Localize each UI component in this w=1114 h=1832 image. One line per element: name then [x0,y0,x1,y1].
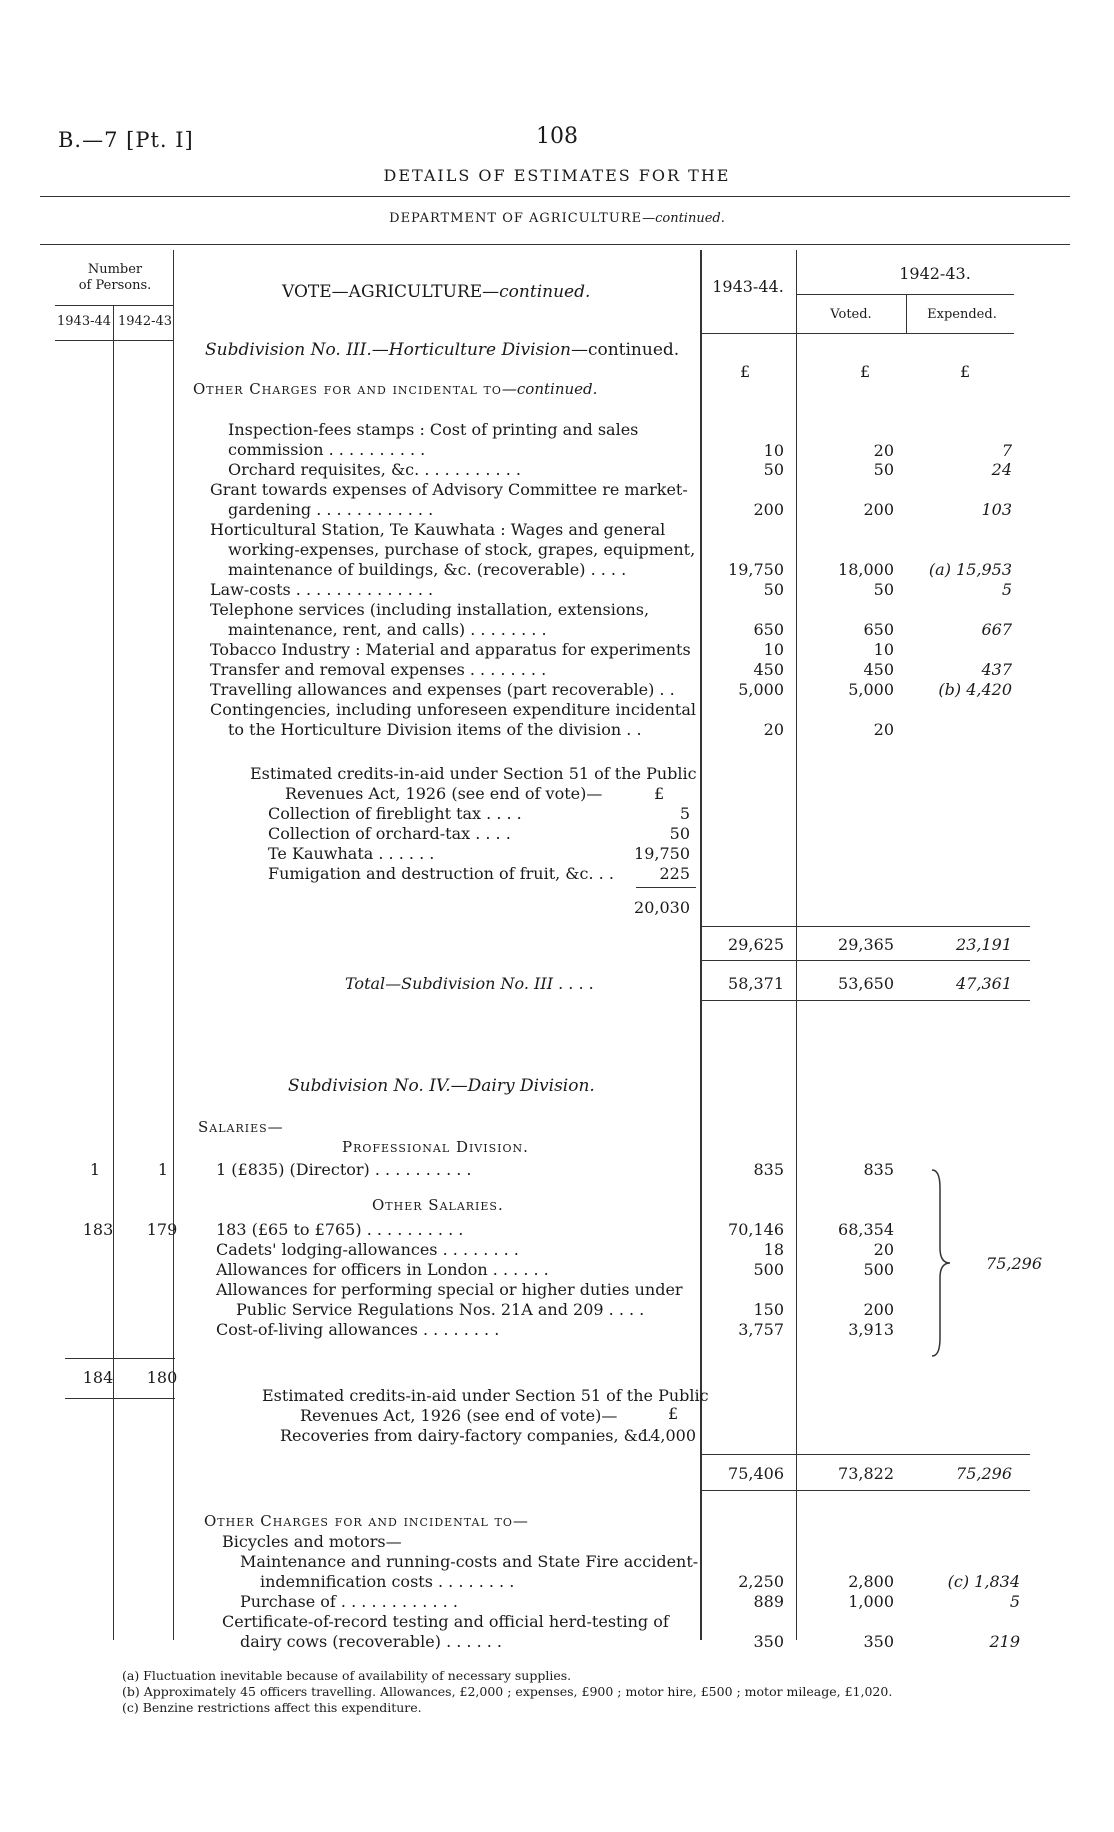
sub3-line: Tobacco Industry : Material and apparatus for experiments [210,640,691,659]
sub4-charges-est: 350 [753,1632,784,1651]
sub3-line: Contingencies, including unforeseen expenditure incidental [210,700,696,719]
sub4-voted: 68,354 [838,1220,894,1239]
credits-rule [636,887,696,888]
sub3-line: Transfer and removal expenses . . . . . . . . [210,660,547,679]
sub3-line: to the Horticulture Division items of the division . . [228,720,642,739]
dept-rule [40,244,1070,245]
sub3-credit-value: 5 [679,804,690,823]
sub3-exp: 5 [1001,580,1012,599]
sub3-exp: 24 [991,460,1012,479]
sub3-voted: 650 [863,620,894,639]
salaries-expended: 75,296 [986,1254,1042,1273]
text-left-rule [173,250,174,1640]
sub3-total-voted: 53,650 [838,974,894,993]
sub4-line: Public Service Regulations Nos. 21A and 209 . . . . [236,1300,645,1319]
sub3-line: Horticultural Station, Te Kauwhata : Wages and general [210,520,666,539]
sub3-credits-heading: Estimated credits-in-aid under Section 51 of the Public [250,764,697,783]
sub4-line: Allowances for officers in London . . . . . . [216,1260,549,1279]
sub3-total-label: Total—Subdivision No. III . . . . [345,974,594,993]
sub4-charges-exp: 219 [989,1632,1020,1651]
sub4-est: 70,146 [728,1220,784,1239]
persons-divider [113,305,114,1640]
sub3-voted: 50 [873,460,894,479]
sub3-credits-pound: £ [654,784,665,803]
sub4-credits-heading: Estimated credits-in-aid under Section 51 of the Public [262,1386,709,1405]
footnote-c: (c) Benzine restrictions affect this expenditure. [122,1700,422,1715]
sub3-line: maintenance of buildings, &c. (recoverable) . . . . [228,560,627,579]
persons-rule [55,305,173,306]
director-line: 1 (£835) (Director) . . . . . . . . . . [216,1160,472,1179]
sub3-total-est: 58,371 [728,974,784,993]
sub3-exp: 103 [981,500,1012,519]
sub4-charges-est: 2,250 [738,1572,784,1591]
sub3-credit-label: Fumigation and destruction of fruit, &c. . . [268,864,614,883]
footnote-a: (a) Fluctuation inevitable because of availability of necessary supplies. [122,1668,572,1683]
sub3-line: Grant towards expenses of Advisory Committee re market- [210,480,688,499]
sub4-cert: dairy cows (recoverable) . . . . . . [240,1632,503,1651]
total-rule [700,1000,1030,1001]
sub4-est: 150 [753,1300,784,1319]
sub4-charges-voted: 1,000 [848,1592,894,1611]
sub3-voted: 200 [863,500,894,519]
sub3-line: Orchard requisites, &c. . . . . . . . . . . [228,460,521,479]
subtotal-bottom-rule [700,960,1030,961]
sub4-subtotal-voted: 73,822 [838,1464,894,1483]
persons-1942: 179 [146,1220,178,1239]
sub3-subtotal-exp: 23,191 [956,935,1012,954]
persons-year-rule [55,340,173,341]
sub3-est: 450 [753,660,784,679]
footnote-b: (b) Approximately 45 officers travelling. Allowances, £2,000 ; expenses, £900 ; motor hire, £500 ; motor mileage, £1,020. [122,1684,893,1699]
expended-header: Expended. [927,307,997,322]
persons-total-1942: 180 [146,1368,178,1387]
sub3-est: 20 [763,720,784,739]
sub3-exp: (a) 15,953 [928,560,1012,579]
sub4-voted: 3,913 [848,1320,894,1339]
pound-expended: £ [960,362,971,381]
sub4-maint: indemnification costs . . . . . . . . [260,1572,515,1591]
voted-left-rule [796,250,797,1640]
sub3-credit-label: Te Kauwhata . . . . . . [268,844,435,863]
sub4-credit-value: 14,000 [640,1426,696,1445]
sub4-subtotal-bottom-rule [700,1490,1030,1491]
sub3-credits-heading: Revenues Act, 1926 (see end of vote)— [285,784,603,803]
sub3-heading: Subdivision No. III.—Horticulture Division—continued. [205,340,680,360]
sub3-voted: 450 [863,660,894,679]
sub4-charges-exp: 5 [1009,1592,1020,1611]
sub3-est: 19,750 [728,560,784,579]
sub3-credit-label: Collection of orchard-tax . . . . [268,824,511,843]
sub4-est: 500 [753,1260,784,1279]
sub3-line: maintenance, rent, and calls) . . . . . . . . [228,620,547,639]
sub4-credit-label: Recoveries from dairy-factory companies, &c. [280,1426,652,1445]
persons-1943: 183 [82,1220,114,1239]
sub3-voted: 20 [873,720,894,739]
director-est: 835 [753,1160,784,1179]
sub3-est: 5,000 [738,680,784,699]
sub3-credits-total: 20,030 [634,898,690,917]
sub3-line: Travelling allowances and expenses (part recoverable) . . [210,680,675,699]
sub4-other-charges: Other Charges for and incidental to— [204,1512,529,1530]
department-title: DEPARTMENT OF AGRICULTURE—continued. [389,211,725,226]
director-voted: 835 [863,1160,894,1179]
title-rule [40,196,1070,197]
subtotal-rule [700,926,1030,927]
est-year-header: 1943-44. [712,277,784,296]
sub3-line: commission . . . . . . . . . . [228,440,426,459]
sub3-credit-value: 225 [659,864,690,883]
sub3-exp: 667 [981,620,1012,639]
prev-year-header: 1942-43. [899,264,971,283]
sub3-exp: 7 [1001,441,1012,460]
sub3-line: Inspection-fees stamps : Cost of printing and sales [228,420,639,439]
year-col-1: 1943-44 [57,314,112,329]
sub3-line: Telephone services (including installation, extensions, [210,600,650,619]
sub3-est: 200 [753,500,784,519]
sub4-cert: Certificate-of-record testing and official herd-testing of [222,1612,669,1631]
sub3-est: 10 [763,640,784,659]
sub4-heading: Subdivision No. IV.—Dairy Division. [288,1076,595,1096]
persons-total-bottom-rule [65,1398,175,1399]
sub4-credits-heading: Revenues Act, 1926 (see end of vote)— [300,1406,618,1425]
sub4-maint: Maintenance and running-costs and State Fire accident- [240,1552,699,1571]
sub3-subtotal-voted: 29,365 [838,935,894,954]
sub4-charges-voted: 350 [863,1632,894,1651]
sub4-purchase: Purchase of . . . . . . . . . . . . [240,1592,458,1611]
year-col-2: 1942-43 [118,314,173,329]
persons-1942: 1 [157,1160,169,1179]
sub4-subtotal-exp: 75,296 [956,1464,1012,1483]
voted-header: Voted. [830,307,872,322]
estimates-left-rule [700,250,702,1640]
sub3-credit-label: Collection of fireblight tax . . . . [268,804,522,823]
sub3-other-charges: Other Charges for and incidental to—continued. [193,380,598,398]
expended-left-rule [906,294,907,334]
sub3-est: 50 [763,580,784,599]
persons-header: of Persons. [78,278,152,293]
page-title: DETAILS OF ESTIMATES FOR THE [383,166,731,185]
pound-est: £ [740,362,751,381]
sub3-voted: 10 [873,640,894,659]
page-number: 108 [536,124,578,149]
pound-voted: £ [860,362,871,381]
number-header: Number [87,262,143,277]
sub3-line: gardening . . . . . . . . . . . . [228,500,434,519]
sub4-line: Allowances for performing special or higher duties under [216,1280,683,1299]
sub4-voted: 200 [863,1300,894,1319]
sub3-credit-value: 19,750 [634,844,690,863]
sub4-est: 18 [763,1240,784,1259]
report-reference: B.—7 [Pt. I] [58,128,194,152]
sub3-total-exp: 47,361 [956,974,1012,993]
sub3-exp: (b) 4,420 [938,680,1012,699]
sub3-line: Law-costs . . . . . . . . . . . . . . [210,580,434,599]
sub3-voted: 50 [873,580,894,599]
sub4-subtotal-est: 75,406 [728,1464,784,1483]
sub3-voted: 20 [873,441,894,460]
prev-year-rule [796,294,1014,295]
sub4-bicycles: Bicycles and motors— [222,1532,402,1551]
persons-total-1943: 184 [82,1368,114,1387]
sub3-line: working-expenses, purchase of stock, grapes, equipment, [228,540,696,559]
sub3-exp: 437 [981,660,1012,679]
sub4-credits-pound: £ [668,1404,679,1423]
vote-heading: VOTE—AGRICULTURE—continued. [282,282,591,302]
sub4-est: 3,757 [738,1320,784,1339]
sub4-subtotal-rule [700,1454,1030,1455]
sub3-est: 650 [753,620,784,639]
sub4-voted: 20 [873,1240,894,1259]
sub4-line: 183 (£65 to £765) . . . . . . . . . . [216,1220,464,1239]
persons-total-rule [65,1358,175,1359]
sub4-voted: 500 [863,1260,894,1279]
sub4-professional: Professional Division. [342,1138,529,1156]
sub4-charges-voted: 2,800 [848,1572,894,1591]
sub3-credit-value: 50 [669,824,690,843]
sub3-est: 50 [763,460,784,479]
sub3-est: 10 [763,441,784,460]
header-bottom-rule [700,333,1014,334]
sub3-subtotal-est: 29,625 [728,935,784,954]
sub4-other-salaries: Other Salaries. [372,1196,504,1214]
sub4-charges-est: 889 [753,1592,784,1611]
sub3-voted: 5,000 [848,680,894,699]
sub3-voted: 18,000 [838,560,894,579]
sub4-line: Cost-of-living allowances . . . . . . . . [216,1320,500,1339]
sub4-salaries: Salaries— [198,1118,284,1136]
sub4-charges-exp: (c) 1,834 [947,1572,1020,1591]
persons-1943: 1 [89,1160,101,1179]
sub4-line: Cadets' lodging-allowances . . . . . . . . [216,1240,519,1259]
